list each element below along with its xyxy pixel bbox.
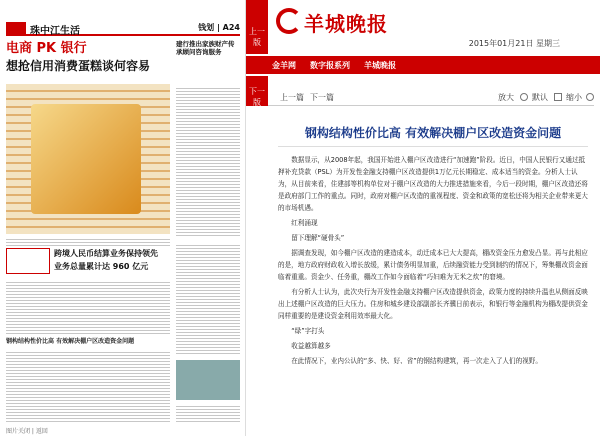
paper-headline-1: 电商 PK 银行	[6, 41, 87, 56]
side-headline: 建行推出家族财产传承顾问咨询服务	[176, 40, 235, 57]
logo-text: 羊城晚报	[304, 12, 388, 36]
default-size-label[interactable]: 默认	[532, 93, 548, 102]
banner-line-2: 业务总量累计达 960 亿元	[54, 262, 149, 271]
zoom-out-icon[interactable]	[586, 93, 594, 101]
banner-line-1: 跨境人民币结算业务保持领先	[54, 249, 158, 258]
column-text	[6, 280, 170, 334]
credit-card-photo	[6, 84, 170, 234]
zoom-in-label[interactable]: 放大	[498, 93, 514, 102]
article-title: 钢构结构性价比高 有效解决棚户区改造资金问题	[304, 126, 562, 140]
prev-article-link[interactable]: 上一篇	[280, 93, 304, 102]
top-nav	[246, 56, 600, 74]
column-text	[176, 404, 240, 422]
page-footer-link[interactable]: 图片关闭 | 返回	[6, 428, 48, 435]
article-body	[278, 154, 588, 370]
article	[278, 116, 588, 365]
column-text	[6, 238, 170, 246]
article-panel	[246, 0, 600, 436]
subheading: 留下理解“硬骨头”	[291, 234, 345, 242]
page-number: 钱划 | A24	[198, 23, 240, 32]
subheading: “绿”字打头	[291, 327, 325, 335]
page-masthead	[6, 22, 240, 36]
site-logo[interactable]	[276, 6, 406, 36]
article-paragraph: 数据显示，从2008年起，我国开始进入棚户区改造进行“加速跑”阶段。近日，中国人民银行又通过抵押补充贷款（PSL）为开发性金融支持棚户区改造提供1万亿元长期稳定、成本适当的资金。分析人士认为，从目前来看，住建部等机构单位对于棚户区改造的大力推进措施来看，今后一段时期，棚户区改造还将是政府部门工作的重点。同时，政府对棚户区改造的重视程度、资金和政策的宽松还将为相关企业带来更大的市场机遇。	[278, 156, 588, 212]
nav-item-digital[interactable]: 数字报系列	[310, 61, 350, 70]
default-size-icon[interactable]	[554, 93, 562, 101]
nav-item-jinyang[interactable]: 金羊网	[272, 61, 296, 70]
issue-date	[469, 38, 560, 49]
article-paragraph: 有分析人士认为，此次央行为开发性金融支持棚户区改造提供资金，政策力度的持续升温也从侧面反映出上述棚户区改造的巨大压力。住房和城乡建设部副部长齐骥日前表示，和银行等金融机构为棚改提供资金同样重要的是建设资金利用效率最大化。	[278, 288, 588, 320]
paper-headline-2: 想抢信用消费蛋糕谈何容易	[6, 59, 151, 73]
column-text	[176, 244, 240, 354]
site-header	[246, 0, 600, 54]
next-article-link[interactable]: 下一篇	[310, 93, 334, 102]
nav-item-ycwb[interactable]: 羊城晚报	[364, 61, 396, 70]
column-text	[6, 350, 170, 422]
bank-banner	[6, 248, 170, 274]
cards-illustration	[31, 104, 141, 214]
prev-edition-tab[interactable]: 上一版	[246, 0, 268, 54]
zoom-out-label[interactable]: 缩小	[566, 93, 582, 102]
paper-logo	[6, 22, 26, 34]
bank-logo	[6, 248, 50, 274]
section-name: 珠中江生活	[30, 26, 80, 37]
next-edition-tab[interactable]: 下一版	[246, 76, 268, 106]
column-text	[176, 86, 240, 236]
weekday-text: 星期三	[536, 39, 560, 48]
subheading: 红利涌现	[291, 219, 318, 227]
article-strip: 钢构结构性价比高 有效解决棚户区改造资金问题	[6, 338, 135, 345]
subheading: 收益越算越多	[291, 342, 331, 350]
newspaper-page-image[interactable]	[0, 0, 246, 436]
article-paragraph: 据调查发现，如今棚户区改造的建造成本，动迁成本已大大提高，棚改资金压力愈发凸显。再与此相应的是，地方政府财政收入增长放缓，累计债务明显加重，后续融资能力受到制约的情况下，筹集棚改资金面临着重重。资金少、任务重，棚改工作如今面临着“巧妇难为无米之炊”的窘境。	[278, 249, 588, 281]
date-text: 2015年01月21日	[468, 39, 534, 48]
article-paragraph: 在此情况下，业内公认的“多、快、好、省”的钢结构建筑，再一次走入了人们的视野。	[291, 357, 542, 365]
zoom-in-icon[interactable]	[520, 93, 528, 101]
small-photo	[176, 360, 240, 400]
logo-swirl-icon	[276, 8, 302, 34]
article-toolbar	[268, 90, 594, 106]
title-divider	[278, 146, 588, 147]
